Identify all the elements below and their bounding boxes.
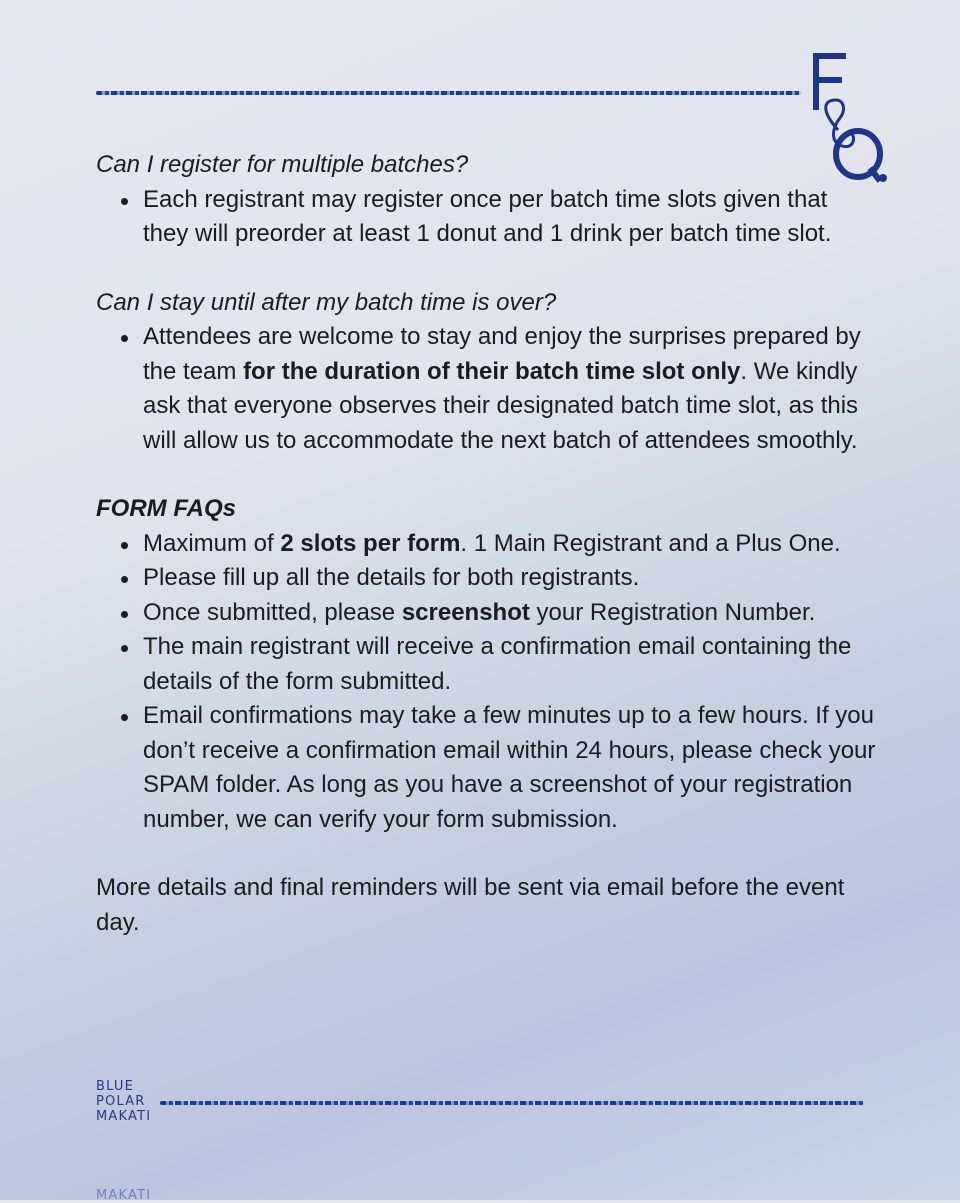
list-item: Each registrant may register once per batch time slots given that they will preorder at least 1 donut and 1 drink per batch time slot.: [96, 183, 876, 252]
list-item: Attendees are welcome to stay and enjoy the surprises prepared by the team for the duration of their batch time slot only. We kindly ask that everyone observes their designated batch time slot, as this will allow us to accommodate the next batch of attendees smoothly.: [96, 320, 876, 458]
top-divider: [96, 91, 801, 95]
closing-note: More details and final reminders will be sent via email before the event day.: [96, 874, 845, 936]
faq-content: [96, 148, 876, 940]
brand-ghost-text: MAKATI: [96, 1188, 152, 1203]
brand-logo: [96, 1079, 151, 1124]
faq-question: Can I register for multiple batches?: [96, 151, 469, 178]
section-title: FORM FAQs: [96, 495, 237, 522]
faq-answer-list: [96, 320, 876, 458]
list-item: Once submitted, please screenshot your Registration Number.: [96, 596, 876, 631]
form-faq-list: [96, 527, 876, 838]
faq-question: Can I stay until after my batch time is over?: [96, 288, 557, 316]
list-item: Email confirmations may take a few minutes up to a few hours. If you don’t receive a confirmation email within 24 hours, please check your SPAM folder. As long as you have a screenshot of your registration number, we can verify your form submission.: [96, 699, 876, 837]
brand-line: MAKATI: [96, 1109, 152, 1124]
list-item: Maximum of 2 slots per form. 1 Main Registrant and a Plus One.: [96, 527, 876, 562]
faq-answer-list: [96, 183, 876, 252]
list-item: The main registrant will receive a confirmation email containing the details of the form submitted.: [96, 630, 876, 699]
list-item: Please fill up all the details for both registrants.: [96, 561, 876, 596]
bottom-divider: [160, 1101, 864, 1105]
brand-line: BLUE: [96, 1079, 135, 1094]
brand-line: POLAR: [96, 1094, 146, 1109]
